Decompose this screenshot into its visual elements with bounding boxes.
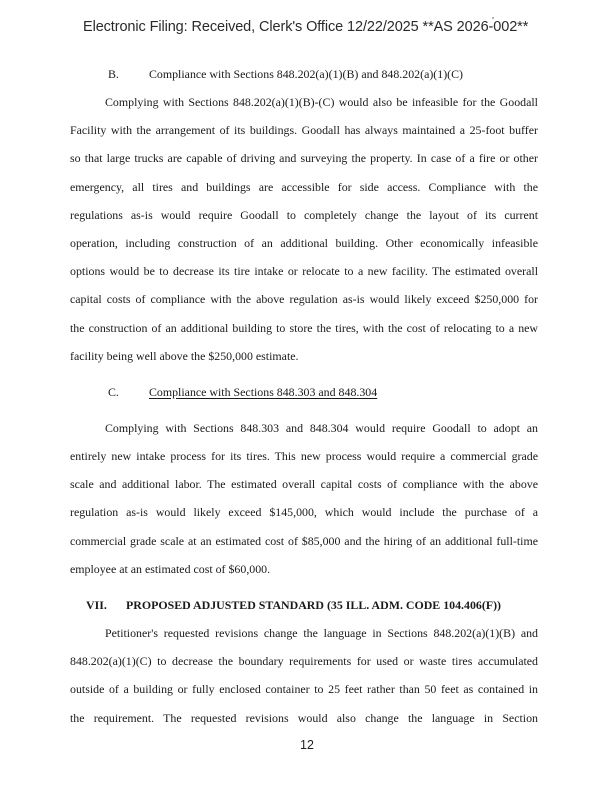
section-b-letter: B.	[108, 67, 119, 81]
paragraph-line: employee at an estimated cost of $60,000.	[70, 561, 271, 576]
section-b-title: Compliance with Sections 848.202(a)(1)(B) and 848.202(a)(1)(C)	[148, 67, 464, 81]
paragraph-line: Complying with Sections 848.303 and 848.304 would require Goodall to adopt an	[105, 420, 538, 435]
page-number: 12	[300, 738, 314, 752]
paragraph-line: options would be to decrease its tire intake or relocate to a new facility. The estimated overall	[70, 264, 538, 279]
paragraph-line: Complying with Sections 848.202(a)(1)(B)-(C) would also be infeasible for the Goodall	[105, 95, 538, 109]
filing-stamp-header: Electronic Filing: Received, Clerk's Office 12/22/2025 **AS 2026-002**	[83, 19, 529, 35]
paragraph-line: the requirement. The requested revisions would also change the language in Section	[70, 710, 538, 725]
paragraph-line: so that large trucks are capable of driving and surveying the property. In case of a fire or other	[70, 151, 538, 166]
paragraph-line: entirely new intake process for its tires. This new process would require a commercial grade	[70, 449, 538, 464]
paragraph-line: 848.202(a)(1)(C) to decrease the boundary requirements for used or waste tires accumulated	[70, 654, 538, 669]
paragraph-line: scale and additional labor. The estimated overall capital costs of compliance with the above	[70, 477, 538, 492]
paragraph-line: commercial grade scale at an estimated cost of $85,000 and the hiring of an additional full-time	[70, 533, 538, 548]
paragraph-line: regulations as-is would require Goodall to completely change the layout of its current	[70, 207, 538, 222]
paragraph-line: facility being well above the $250,000 estimate.	[70, 348, 299, 363]
paragraph-line: Facility with the arrangement of its buildings. Goodall has always maintained a 25-foot buffer	[70, 123, 538, 138]
section-c-paragraph	[70, 414, 538, 583]
section-vii-title: PROPOSED ADJUSTED STANDARD (35 ILL. ADM. CODE 104.406(F))	[125, 598, 501, 612]
paragraph-line: emergency, all tires and buildings are accessible for side access. Compliance with the	[70, 179, 538, 194]
paragraph-line: capital costs of compliance with the above regulation as-is would likely exceed $250,000 for	[70, 292, 538, 307]
paragraph-line: operation, including construction of an additional building. Other economically infeasible	[70, 235, 538, 250]
paragraph-line: regulation as-is would likely exceed $145,000, which would include the purchase of a	[70, 505, 538, 520]
paragraph-line: outside of a building or fully enclosed container to 25 feet rather than 50 feet as contained in	[70, 682, 538, 697]
section-b-paragraph	[70, 88, 538, 370]
section-vii-heading	[70, 591, 538, 619]
section-vii-paragraph	[70, 619, 538, 732]
paragraph-line: the construction of an additional building to store the tires, with the cost of relocating to a new	[70, 320, 538, 335]
section-c-title: Compliance with Sections 848.303 and 848.304	[148, 384, 378, 399]
document-body	[70, 60, 538, 732]
scan-speck	[492, 17, 494, 19]
section-c-heading	[70, 378, 538, 406]
paragraph-line: Petitioner's requested revisions change the language in Sections 848.202(a)(1)(B) and	[105, 626, 538, 640]
section-b-heading	[70, 60, 538, 88]
section-c-letter: C.	[108, 384, 119, 399]
section-vii-number: VII.	[86, 598, 107, 612]
